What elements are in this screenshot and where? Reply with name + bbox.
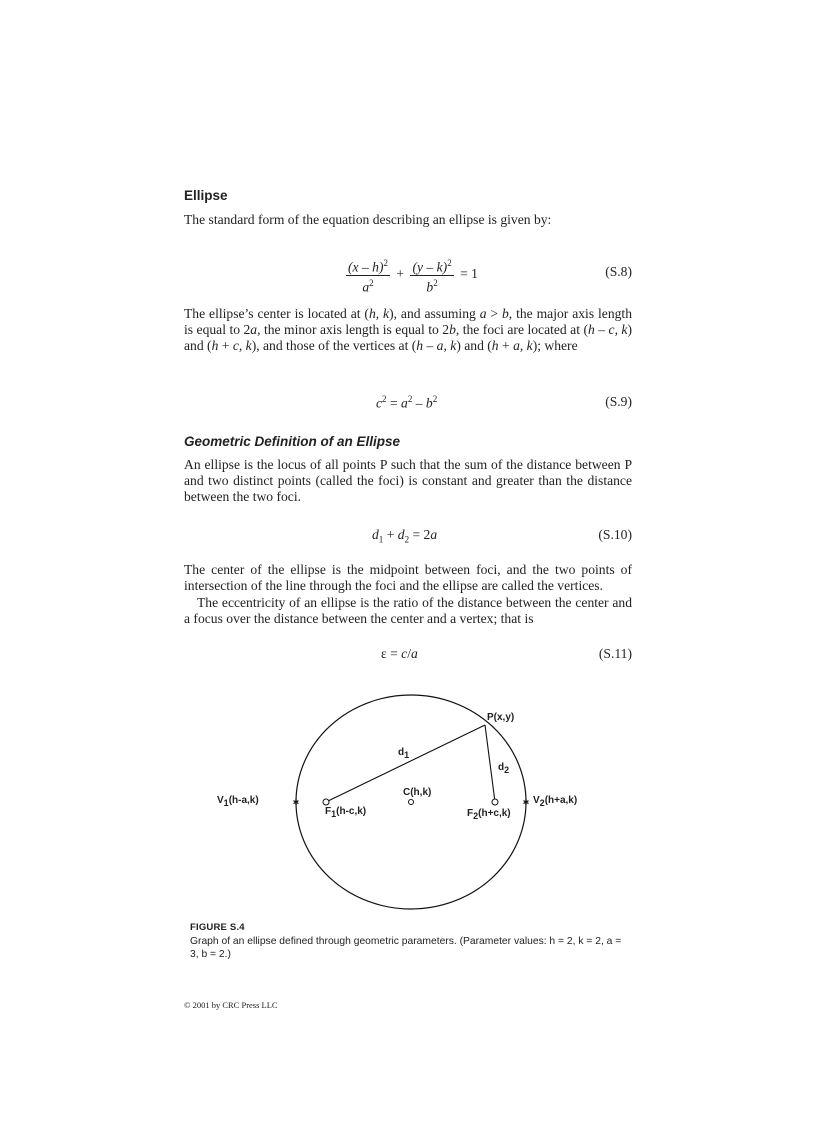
label-F2: $F_2(h+c,k)$ (467, 808, 511, 821)
equation-s10: $d_1 + d_2 = 2a$ (372, 527, 438, 545)
label-P: P(x,y) (487, 712, 515, 723)
label-V2: $V_2(h+a,k)$ (533, 795, 578, 808)
label-C: C(h,k) (403, 787, 432, 798)
label-F1: $F_1(h-c,k)$ (325, 806, 367, 819)
focus2-marker (492, 799, 498, 805)
section-heading-ellipse: Ellipse (184, 188, 228, 203)
midpoint-paragraph: The center of the ellipse is the midpoint between foci, and the two points of intersection of the line through the foci and the ellipse are called the vertices. (184, 562, 632, 594)
d2-line (485, 725, 495, 802)
equation-s11: ε = c/a (381, 646, 418, 661)
section-heading-geometric: Geometric Definition of an Ellipse (184, 434, 401, 449)
equation-label-s9: (S.9) (605, 394, 632, 409)
center-paragraph: The ellipse’s center is located at (h, k), and assuming a > b, the major axis length is equal to 2a, the minor axis length is equal to 2b, the foci are located at (h – c, k) and (h + c, k), and those of the vertices at (h – a, k) and (h + a, k); where (184, 306, 632, 354)
geometric-paragraph: An ellipse is the locus of all points P such that the sum of the distance between P and two distinct points (called the foci) is constant and greater than the distance between the two foci. (184, 457, 632, 505)
equation-label-s8: (S.8) (605, 264, 632, 279)
label-V1: $V_1(h-a,k)$ (217, 795, 259, 808)
label-d2: $d_2$ (498, 762, 510, 775)
vertex2-marker: ✱ (522, 798, 530, 807)
equation-s9: $c^2 = a^2 - b^2$ (376, 394, 438, 411)
label-d1: $d_1$ (398, 747, 410, 760)
intro-paragraph: The standard form of the equation describing an ellipse is given by: (184, 212, 552, 227)
equation-s8: $\frac{(x - h)^2}{a^2}$ + $\frac{(y - k)^2}{b^2}$ = 1 (348, 258, 478, 295)
focus1-marker (323, 799, 329, 805)
equation-label-s11: (S.11) (598, 646, 632, 661)
figure-caption-text: Graph of an ellipse defined through geometric parameters. (Parameter values: h = 2, k = 2, a = 3, b = 2.) (190, 936, 622, 960)
equation-label-s10: (S.10) (598, 527, 632, 542)
figure-caption (190, 922, 640, 961)
eccentricity-paragraph: The eccentricity of an ellipse is the ratio of the distance between the center and a focus over the distance between the center and a vertex; that is (184, 595, 632, 627)
figure-caption-title: FIGURE S.4 (190, 922, 245, 933)
center-marker (409, 800, 414, 805)
copyright-footer: © 2001 by CRC Press LLC (184, 1000, 278, 1010)
vertex1-marker: ✱ (292, 798, 300, 807)
